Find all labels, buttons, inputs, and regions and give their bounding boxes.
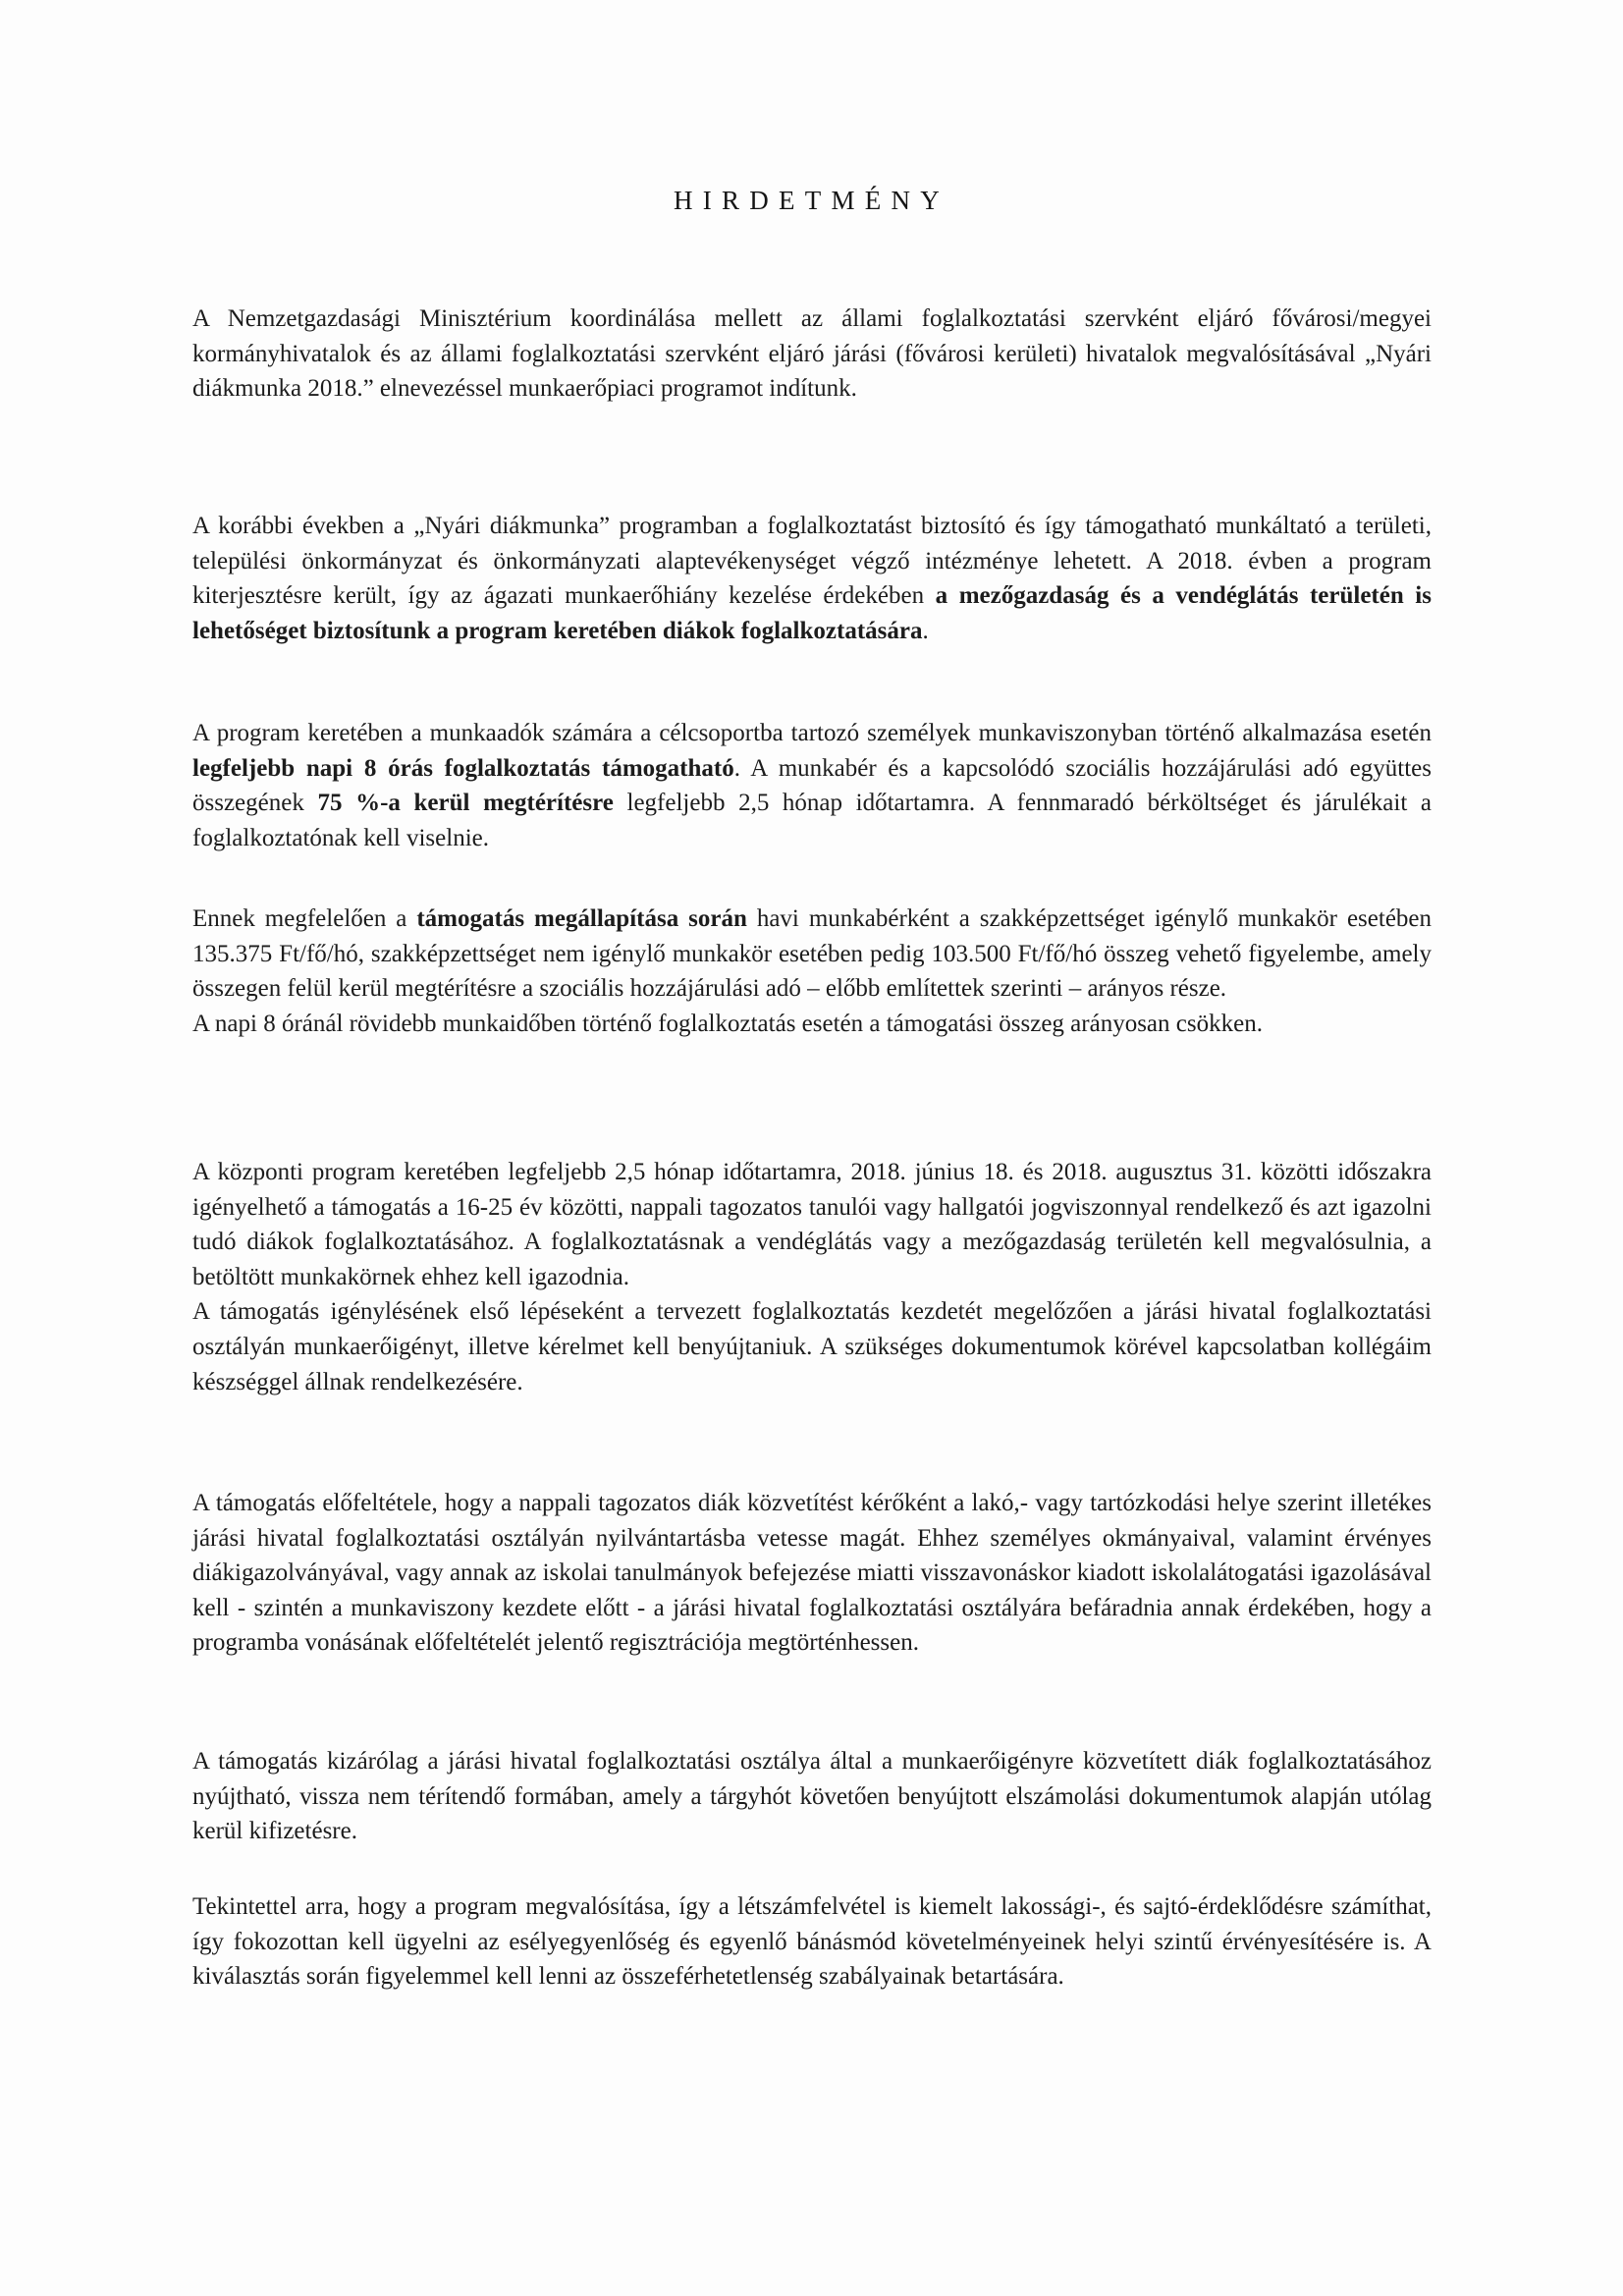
paragraph-intro [192,301,1432,407]
emphasis-text: támogatás megállapítása során [416,905,747,932]
paragraph-continuation: A napi 8 óránál rövidebb munkaidőben történő foglalkoztatás esetén a támogatási összeg arányosan csökken. [192,1010,1263,1037]
paragraph-text: A támogatás előfeltétele, hogy a nappali tagozatos diák közvetítést kérőként a lakó,- vagy tartózkodási helye szerint illetékes járási hivatal foglalkoztatási osztályán nyilvántartásba vetesse magát. Ehhez személyes okmányaival, valamint érvényes diákigazolványával, vagy annak az iskolai tanulmányok befejezése miatti visszavonáskor kiadott iskolalátogatási igazolásával kell - szintén a munkaviszony kezdete előtt - a járási hivatal foglalkoztatási osztályára befáradnia annak érdekében, hogy a programba vonásának előfeltételét jelentő regisztrációja megtörténhessen. [192,1490,1432,1657]
paragraph-support-terms [192,716,1432,855]
paragraph-text: Tekintettel arra, hogy a program megvalósítása, így a létszámfelvétel is kiemelt lakossági-, és sajtó-érdeklődésre számíthat, így fokozottan kell ügyelni az esélyegyenlőség és egyenlő bánásmód követelményeinek helyi szintű érvényesítésére is. A kiválasztás során figyelemmel kell lenni az összeférhetetlenség szabályainak betartására. [192,1893,1432,1991]
paragraph-text: A program keretében a munkaadók számára a célcsoportba tartozó személyek munkaviszonyban történő alkalmazása esetén [192,720,1432,746]
paragraph-text: legfeljebb 2,5 hónap időtartamra. A fennmaradó bérköltséget és járulékait a foglalkoztatónak kell viselnie. [192,790,1433,851]
emphasis-text: a mezőgazdaság és a vendéglátás területén is lehetőséget biztosítunk a program keretében diákok foglalkoztatására [192,582,1432,644]
paragraph-text: A korábbi években a „Nyári diákmunka” programban a foglalkoztatást biztosító és így támogatható munkáltató a területi, települési önkormányzat és önkormányzati alaptevékenységet végző intézménye lehetett. A 2018. évben a program kiterjesztésre került, így az ágazati munkaerőhiány kezelése érdekében [192,513,1432,610]
paragraph-background [192,509,1432,648]
emphasis-text: 75 %-a kerül megtérítésre [317,790,614,817]
document-title: HIRDETMÉNY [673,186,950,215]
paragraph-text: A támogatás kizárólag a járási hivatal foglalkoztatási osztálya által a munkaerőigényre közvetített diák foglalkoztatásához nyújtható, vissza nem térítendő formában, amely a tárgyhót követően benyújtott elszámolási dokumentumok alapján utólag kerül kifizetésre. [192,1748,1432,1845]
paragraph-text: havi munkabérként a szakképzettséget igénylő munkakör esetében 135.375 Ft/fő/hó, szakképzettséget nem igénylő munkakör esetében pedig 103.500 Ft/fő/hó összeg vehető figyelembe, amely összegen felül kerül megtérítésre a szociális hozzájárulási adó – előbb említettek szerinti – arányos része. [192,905,1433,1003]
emphasis-text: legfeljebb napi 8 órás foglalkoztatás támogatható [192,754,734,782]
paragraph-equal-treatment [192,1889,1432,1995]
paragraph-precondition [192,1486,1432,1661]
paragraph-text: . [922,617,929,644]
paragraph-continuation: A támogatás igénylésének első lépéseként a tervezett foglalkoztatás kezdetét megelőzően a járási hivatal foglalkoztatási osztályán munkaerőigényt, illetve kérelmet kell benyújtaniuk. A szükséges dokumentumok körével kapcsolatban kollégáim készséggel állnak rendelkezésére. [192,1298,1432,1395]
paragraph-text: . A munkabér és a kapcsolódó szociális hozzájárulási adó együttes összegének [192,754,1432,817]
paragraph-payment [192,1744,1432,1849]
paragraph-text: A központi program keretében legfeljebb 2,5 hónap időtartamra, 2018. június 18. és 2018. augusztus 31. közötti időszakra igényelhető a támogatás a 16-25 év közötti, nappali tagozatos tanulói vagy hallgatói jogviszonnyal rendelkező és azt igazolni tudó diákok foglalkoztatásához. A foglalkoztatásnak a vendéglátás vagy a mezőgazdaság területén kell megvalósulnia, a betöltött munkakörnek ehhez kell igazodnia. [192,1159,1432,1290]
paragraph-period [192,1155,1432,1399]
paragraph-text: Ennek megfelelően a [192,905,417,932]
paragraph-text: A Nemzetgazdasági Minisztérium koordinálása mellett az állami foglalkoztatási szervként eljáró fővárosi/megyei kormányhivatalok és az állami foglalkoztatási szervként eljáró járási (fővárosi kerületi) hivatalok megvalósításával „Nyári diákmunka 2018.” elnevezéssel munkaerőpiaci programot indítunk. [192,305,1432,403]
paragraph-support-amount [192,902,1432,1041]
